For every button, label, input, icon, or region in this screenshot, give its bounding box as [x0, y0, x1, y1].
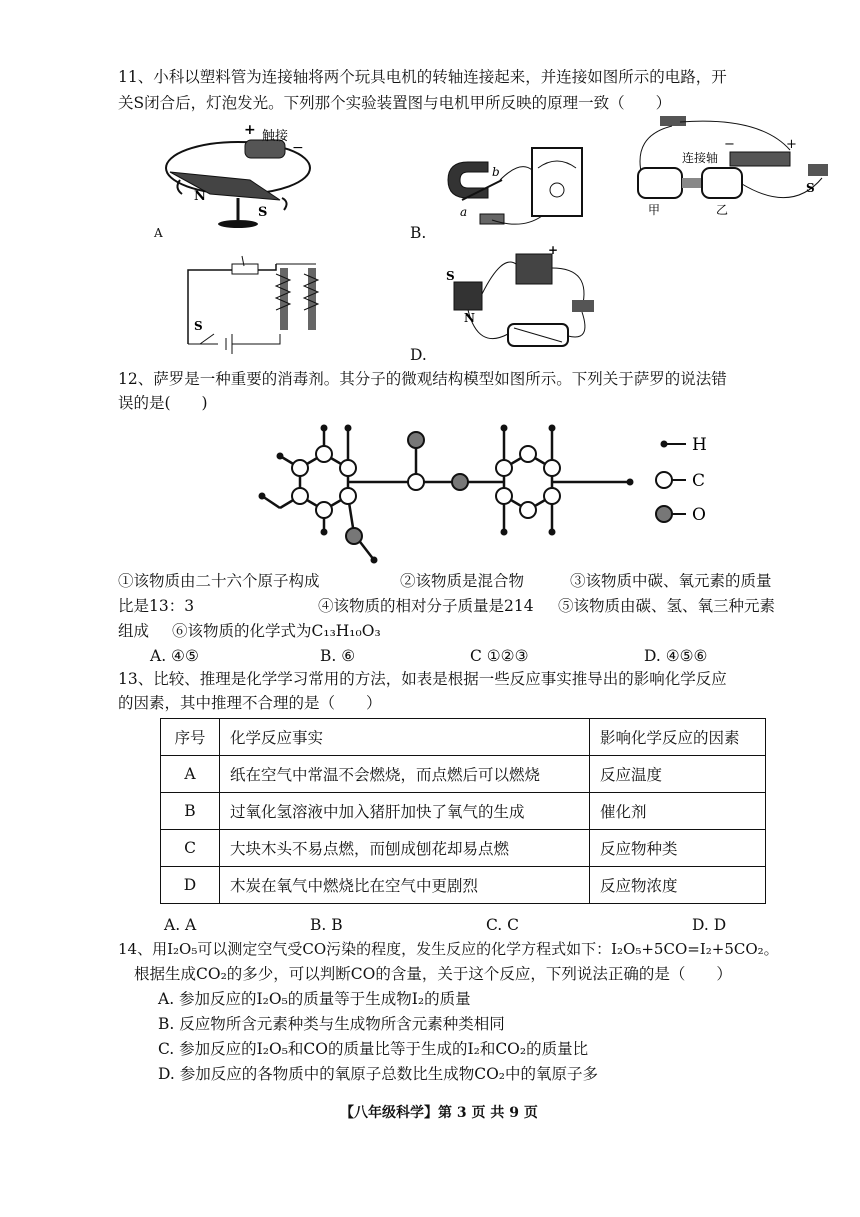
q14-line-1: 14、用I₂O₅可以测定空气受CO污染的程度，发生反应的化学方程式如下：I₂O₅+5CO=I₂+5CO₂。	[118, 940, 779, 958]
fig-b-b: b	[492, 165, 500, 179]
q14-option-b: B. 反应物所含元素种类与生成物所含元素种类相同	[158, 1015, 505, 1033]
row-fact: 过氧化氢溶液中加入猪肝加快了氧气的生成	[220, 793, 590, 830]
fig-main-axis: 连接轴	[682, 151, 719, 165]
table-row	[161, 756, 766, 793]
row-factor: 催化剂	[590, 793, 766, 830]
fig-a-minus: −	[292, 140, 304, 156]
q12-legend	[654, 430, 754, 530]
q12-statement-6: ⑥该物质的化学式为C₁₃H₁₀O₃	[172, 622, 381, 640]
q13-reaction-table	[160, 718, 766, 904]
fig-main-yi: 乙	[716, 203, 729, 217]
q13-option-d: D. D	[692, 916, 727, 934]
q12-line-2: 误的是( )	[118, 394, 208, 412]
fig-b-a: a	[460, 205, 468, 219]
fig-d-n: N	[464, 311, 475, 325]
header-index: 序号	[161, 719, 220, 756]
fig-c-s: S	[194, 319, 203, 333]
q11-label-d: D.	[410, 346, 427, 364]
q11-line-1: 11、小科以塑料管为连接轴将两个玩具电机的转轴连接起来，并连接如图所示的电路，开	[118, 68, 727, 86]
q12-statement-5a: ⑤该物质由碳、氢、氧三种元素	[558, 597, 776, 615]
fig-main-jia: 甲	[648, 203, 661, 217]
q11-figure-d	[440, 244, 610, 360]
q11-label-b: B.	[410, 224, 427, 242]
q11-figure-a	[150, 120, 320, 240]
page-footer: 【八年级科学】第 3 页 共 9 页	[340, 1105, 538, 1121]
q14-line-2: 根据生成CO₂的多少，可以判断CO的含量，关于这个反应，下列说法正确的是（ ）	[134, 965, 732, 983]
row-index: C	[161, 830, 220, 867]
q12-option-d: D. ④⑤⑥	[644, 647, 708, 665]
row-fact: 木炭在氧气中燃烧比在空气中更剧烈	[220, 867, 590, 904]
fig-a-n: N	[194, 189, 206, 204]
q11-figure-main	[620, 112, 850, 220]
fig-d-s: S	[446, 269, 455, 283]
q12-statement-3a: ③该物质中碳、氧元素的质量	[570, 572, 772, 590]
q13-line-1: 13、比较、推理是化学学习常用的方法，如表是根据一些反应事实推导出的影响化学反应	[118, 670, 727, 688]
q12-option-a: A. ④⑤	[150, 647, 199, 665]
q13-option-c: C. C	[486, 916, 520, 934]
table-row	[161, 830, 766, 867]
row-fact: 大块木头不易点燃，而刨成刨花却易点燃	[220, 830, 590, 867]
q12-statement-5b: 组成	[118, 622, 150, 640]
q12-option-c: C ①②③	[470, 647, 529, 665]
legend-h: H	[692, 435, 707, 455]
q11-line-2: 关S闭合后，灯泡发光。下列那个实验装置图与电机甲所反映的原理一致（ ）	[118, 94, 672, 112]
q12-option-b: B. ⑥	[320, 647, 356, 665]
row-factor: 反应物种类	[590, 830, 766, 867]
q12-molecule-model	[250, 420, 640, 570]
q12-statement-3b: 比是13：3	[118, 597, 195, 615]
row-index: D	[161, 867, 220, 904]
row-fact: 纸在空气中常温不会燃烧，而点燃后可以燃烧	[220, 756, 590, 793]
table-row	[161, 867, 766, 904]
table-header-row	[161, 719, 766, 756]
q11-figure-c	[180, 254, 340, 354]
q12-statement-4: ④该物质的相对分子质量是214	[318, 597, 534, 615]
q11-label-a: A	[154, 226, 163, 240]
fig-main-plus: +	[786, 137, 797, 152]
header-factor: 影响化学反应的因素	[590, 719, 766, 756]
q12-statement-1: ①该物质由二十六个原子构成	[118, 572, 320, 590]
table-row	[161, 793, 766, 830]
q11-figure-b	[440, 140, 590, 240]
header-fact: 化学反应事实	[220, 719, 590, 756]
fig-d-plus: +	[548, 244, 559, 257]
fig-a-contact: 触接	[262, 129, 289, 144]
fig-a-plus: +	[244, 122, 256, 138]
q14-option-d: D. 参加反应的各物质中的氧原子总数比生成物CO₂中的氧原子多	[158, 1065, 599, 1083]
q14-option-a: A. 参加反应的I₂O₅的质量等于生成物I₂的质量	[158, 990, 471, 1008]
row-index: B	[161, 793, 220, 830]
q13-line-2: 的因素，其中推理不合理的是（ ）	[118, 694, 382, 712]
row-factor: 反应温度	[590, 756, 766, 793]
q13-option-b: B. B	[310, 916, 343, 934]
q12-statement-2: ②该物质是混合物	[400, 572, 525, 590]
fig-main-minus: −	[724, 137, 735, 152]
legend-o: O	[692, 505, 706, 525]
fig-main-s: S	[806, 181, 815, 195]
row-index: A	[161, 756, 220, 793]
q12-line-1: 12、萨罗是一种重要的消毒剂。其分子的微观结构模型如图所示。下列关于萨罗的说法错	[118, 370, 727, 388]
legend-c: C	[692, 471, 706, 491]
fig-a-s: S	[258, 205, 268, 220]
row-factor: 反应物浓度	[590, 867, 766, 904]
q14-option-c: C. 参加反应的I₂O₅和CO的质量比等于生成的I₂和CO₂的质量比	[158, 1040, 589, 1058]
q13-option-a: A. A	[164, 916, 197, 934]
